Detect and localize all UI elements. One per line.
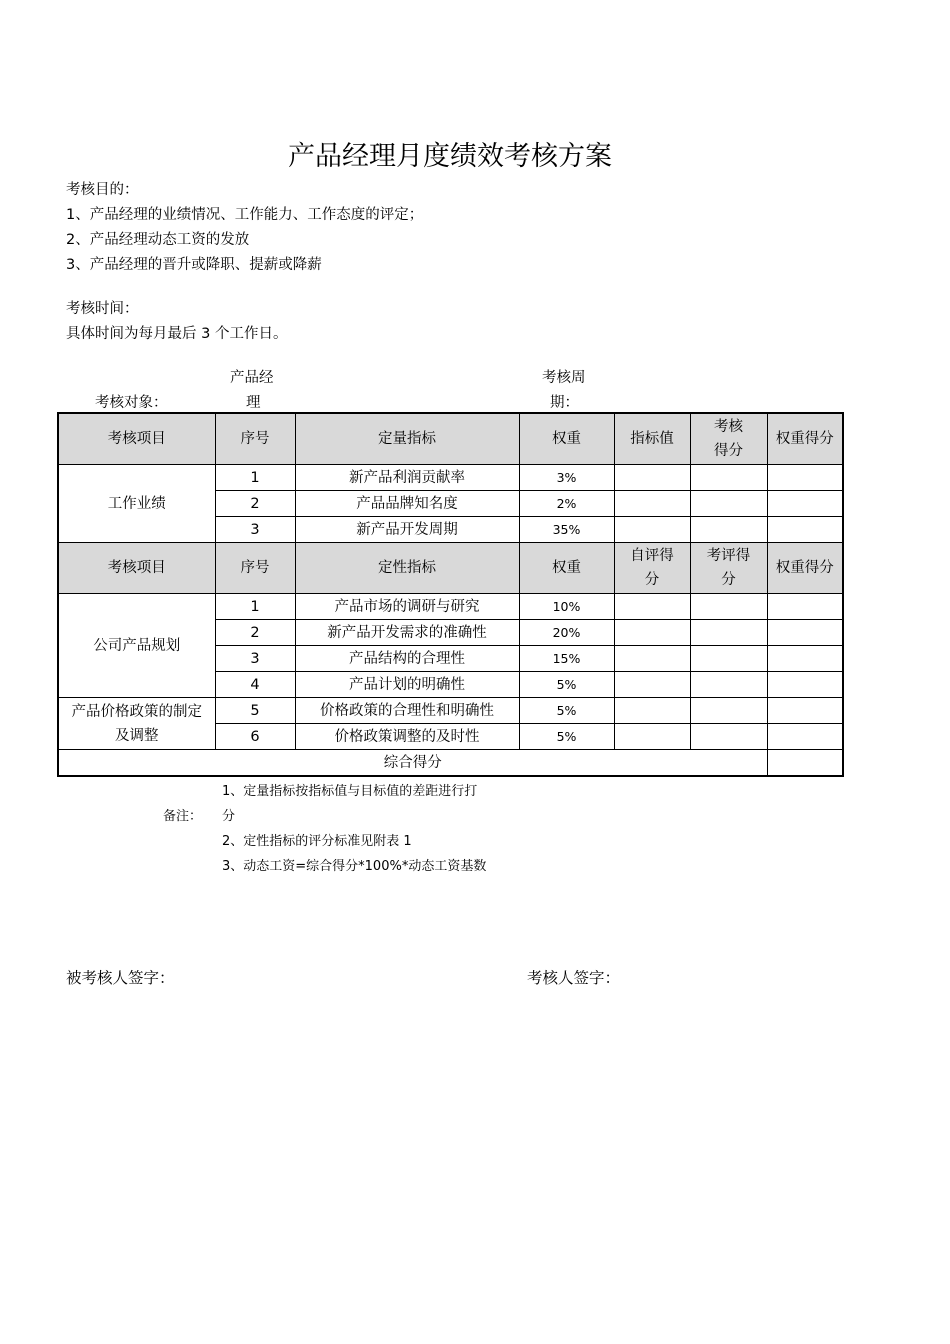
empty-cell[interactable] bbox=[767, 517, 843, 543]
row-item: 产品市场的调研与研究 bbox=[295, 594, 519, 620]
total-row bbox=[58, 750, 843, 777]
row-no: 2 bbox=[215, 491, 295, 517]
header-cell: 考核项目 bbox=[58, 413, 215, 465]
note-item: 分 bbox=[222, 809, 236, 824]
period-label-line1: 考核周 bbox=[542, 370, 586, 386]
empty-cell[interactable] bbox=[614, 594, 690, 620]
empty-cell[interactable] bbox=[614, 672, 690, 698]
row-no: 3 bbox=[215, 646, 295, 672]
row-weight: 2% bbox=[519, 491, 614, 517]
empty-cell[interactable] bbox=[767, 465, 843, 491]
total-label: 综合得分 bbox=[58, 750, 767, 777]
row-item: 产品计划的明确性 bbox=[295, 672, 519, 698]
row-item: 新产品开发需求的准确性 bbox=[295, 620, 519, 646]
header-cell: 自评得分 bbox=[614, 543, 690, 594]
empty-cell[interactable] bbox=[690, 672, 767, 698]
empty-cell[interactable] bbox=[614, 724, 690, 750]
assessment-table bbox=[57, 412, 844, 777]
note-item: 2、定性指标的评分标准见附表 1 bbox=[222, 834, 412, 849]
header-cell: 权重 bbox=[519, 413, 614, 465]
target-label: 考核对象： bbox=[95, 395, 168, 411]
header-cell: 指标值 bbox=[614, 413, 690, 465]
group-cell: 产品价格政策的制定及调整 bbox=[58, 698, 215, 750]
empty-cell[interactable] bbox=[767, 620, 843, 646]
row-weight: 5% bbox=[519, 672, 614, 698]
row-weight: 20% bbox=[519, 620, 614, 646]
empty-cell[interactable] bbox=[614, 698, 690, 724]
empty-cell[interactable] bbox=[690, 620, 767, 646]
time-text: 具体时间为每月最后 3 个工作日。 bbox=[66, 326, 288, 342]
row-no: 1 bbox=[215, 594, 295, 620]
row-no: 6 bbox=[215, 724, 295, 750]
empty-cell[interactable] bbox=[614, 620, 690, 646]
empty-cell[interactable] bbox=[767, 594, 843, 620]
empty-cell[interactable] bbox=[690, 698, 767, 724]
empty-cell[interactable] bbox=[767, 724, 843, 750]
empty-cell[interactable] bbox=[690, 646, 767, 672]
appraiser-signature: 考核人签字： bbox=[527, 969, 621, 987]
empty-cell[interactable] bbox=[690, 465, 767, 491]
header-cell: 考核得分 bbox=[690, 413, 767, 465]
header-cell: 定性指标 bbox=[295, 543, 519, 594]
purpose-heading: 考核目的： bbox=[66, 182, 139, 198]
purpose-item: 1、产品经理的业绩情况、工作能力、工作态度的评定； bbox=[66, 207, 424, 223]
header-cell: 权重得分 bbox=[767, 543, 843, 594]
empty-cell[interactable] bbox=[767, 672, 843, 698]
empty-cell[interactable] bbox=[690, 517, 767, 543]
row-no: 5 bbox=[215, 698, 295, 724]
empty-cell[interactable] bbox=[614, 465, 690, 491]
table-row bbox=[58, 465, 843, 491]
table-row bbox=[58, 698, 843, 724]
target-value-line1: 产品经 bbox=[230, 370, 274, 386]
empty-cell[interactable] bbox=[614, 491, 690, 517]
row-item: 价格政策调整的及时性 bbox=[295, 724, 519, 750]
empty-cell[interactable] bbox=[767, 646, 843, 672]
row-item: 新产品开发周期 bbox=[295, 517, 519, 543]
row-item: 产品结构的合理性 bbox=[295, 646, 519, 672]
row-no: 2 bbox=[215, 620, 295, 646]
period-label-line2: 期： bbox=[550, 395, 579, 411]
empty-cell[interactable] bbox=[690, 724, 767, 750]
row-no: 3 bbox=[215, 517, 295, 543]
group-cell: 公司产品规划 bbox=[58, 594, 215, 698]
qual-header-row bbox=[58, 543, 843, 594]
empty-cell[interactable] bbox=[614, 517, 690, 543]
table-row bbox=[58, 594, 843, 620]
row-weight: 15% bbox=[519, 646, 614, 672]
row-weight: 3% bbox=[519, 465, 614, 491]
header-cell: 考评得分 bbox=[690, 543, 767, 594]
header-cell: 考核项目 bbox=[58, 543, 215, 594]
note-item: 3、动态工资=综合得分*100%*动态工资基数 bbox=[222, 859, 487, 874]
row-no: 1 bbox=[215, 465, 295, 491]
header-cell: 权重 bbox=[519, 543, 614, 594]
empty-cell[interactable] bbox=[690, 594, 767, 620]
target-value-line2: 理 bbox=[246, 395, 261, 411]
purpose-item: 3、产品经理的晋升或降职、提薪或降薪 bbox=[66, 257, 322, 273]
empty-cell[interactable] bbox=[614, 646, 690, 672]
time-heading: 考核时间： bbox=[66, 301, 139, 317]
page-title: 产品经理月度绩效考核方案 bbox=[288, 141, 612, 172]
empty-cell[interactable] bbox=[767, 698, 843, 724]
header-cell: 权重得分 bbox=[767, 413, 843, 465]
header-cell: 序号 bbox=[215, 413, 295, 465]
row-item: 价格政策的合理性和明确性 bbox=[295, 698, 519, 724]
group-cell: 工作业绩 bbox=[58, 465, 215, 543]
notes-label: 备注： bbox=[163, 809, 203, 824]
row-item: 产品品牌知名度 bbox=[295, 491, 519, 517]
row-item: 新产品利润贡献率 bbox=[295, 465, 519, 491]
row-weight: 5% bbox=[519, 698, 614, 724]
row-weight: 5% bbox=[519, 724, 614, 750]
empty-cell[interactable] bbox=[690, 491, 767, 517]
appraisee-signature: 被考核人签字： bbox=[66, 969, 175, 987]
row-weight: 35% bbox=[519, 517, 614, 543]
empty-cell[interactable] bbox=[767, 491, 843, 517]
note-item: 1、定量指标按指标值与目标值的差距进行打 bbox=[222, 784, 478, 799]
header-cell: 定量指标 bbox=[295, 413, 519, 465]
purpose-item: 2、产品经理动态工资的发放 bbox=[66, 232, 250, 248]
row-no: 4 bbox=[215, 672, 295, 698]
quant-header-row bbox=[58, 413, 843, 465]
header-cell: 序号 bbox=[215, 543, 295, 594]
total-score-cell[interactable] bbox=[767, 750, 843, 777]
row-weight: 10% bbox=[519, 594, 614, 620]
